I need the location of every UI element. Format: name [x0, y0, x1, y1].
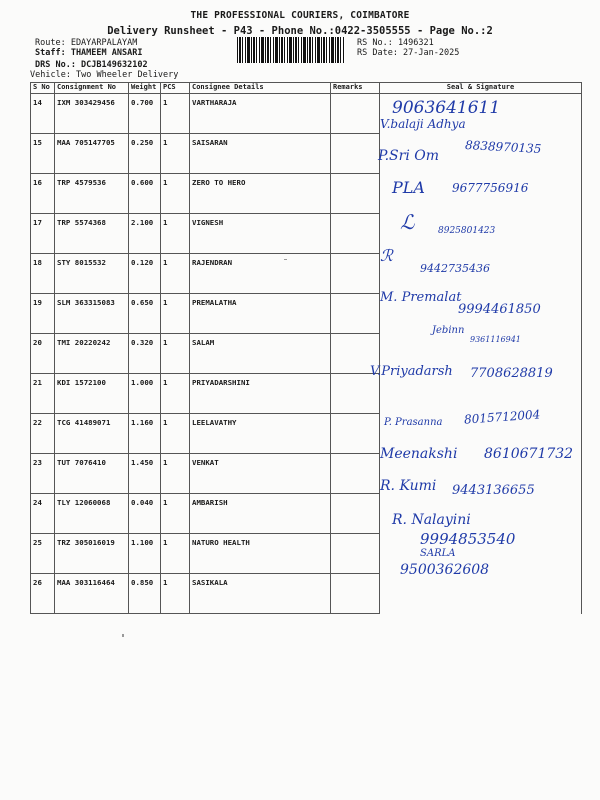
handwritten-phone: 9500362608 — [400, 562, 490, 578]
cell-pcs: 1 — [161, 294, 190, 334]
scan-mark — [122, 634, 124, 637]
cell-remarks — [331, 214, 380, 254]
handwritten-phone: 8015712004 — [463, 407, 541, 427]
cell-pcs: 1 — [161, 454, 190, 494]
runsheet-subtitle: Delivery Runsheet - P43 - Phone No.:0422-3505555 - Page No.:2 — [107, 25, 493, 37]
cell-consignment: TRP 4579536 — [55, 174, 129, 214]
handwritten-phone: 9994461850 — [458, 302, 541, 317]
cell-consignment: TLY 12060068 — [55, 494, 129, 534]
cell-weight: 1.450 — [129, 454, 161, 494]
barcode-image — [237, 37, 345, 63]
cell-remarks — [331, 374, 380, 414]
handwritten-signature: V.balaji Adhya — [380, 117, 466, 131]
table-row — [31, 574, 582, 614]
col-sno: S No — [31, 83, 55, 94]
cell-sno: 23 — [31, 454, 55, 494]
cell-weight: 0.650 — [129, 294, 161, 334]
col-signature: Seal & Signature — [380, 83, 582, 94]
cell-sno: 16 — [31, 174, 55, 214]
cell-weight: 1.000 — [129, 374, 161, 414]
cell-consignee: LEELAVATHY — [190, 414, 331, 454]
cell-weight: 1.160 — [129, 414, 161, 454]
handwritten-signature: R. Kumi — [380, 478, 437, 494]
cell-sno: 17 — [31, 214, 55, 254]
handwritten-signature: SARLA — [420, 548, 456, 559]
scan-mark — [284, 259, 287, 260]
cell-pcs: 1 — [161, 414, 190, 454]
cell-sno: 22 — [31, 414, 55, 454]
cell-consignee: SALAM — [190, 334, 331, 374]
cell-weight: 0.040 — [129, 494, 161, 534]
handwritten-phone: 9442735436 — [420, 262, 490, 275]
cell-remarks — [331, 134, 380, 174]
table-header-row — [31, 83, 582, 94]
cell-consignee: ZERO TO HERO — [190, 174, 331, 214]
cell-consignee: SASIKALA — [190, 574, 331, 614]
handwritten-signature: Meenakshi — [380, 446, 458, 462]
cell-signature — [380, 574, 582, 614]
col-consignee: Consignee Details — [190, 83, 331, 94]
handwritten-phone: 8838970135 — [464, 138, 542, 156]
cell-weight: 1.100 — [129, 534, 161, 574]
handwritten-phone: 9443136655 — [452, 483, 535, 498]
cell-sno: 20 — [31, 334, 55, 374]
cell-pcs: 1 — [161, 94, 190, 134]
staff-label: Staff: THAMEEM ANSARI — [35, 48, 143, 58]
handwritten-signature: M. Premalat — [380, 290, 462, 305]
route-label: Route: EDAYARPALAYAM — [35, 38, 138, 48]
cell-pcs: 1 — [161, 534, 190, 574]
cell-consignee: NATURO HEALTH — [190, 534, 331, 574]
handwritten-signature: Jebinn — [432, 325, 465, 336]
cell-weight: 0.320 — [129, 334, 161, 374]
cell-remarks — [331, 94, 380, 134]
cell-consignment: STY 8015532 — [55, 254, 129, 294]
cell-remarks — [331, 494, 380, 534]
cell-pcs: 1 — [161, 494, 190, 534]
rs-date-label: RS Date: 27-Jan-2025 — [357, 48, 460, 58]
cell-weight: 0.120 — [129, 254, 161, 294]
cell-consignment: TCG 41489071 — [55, 414, 129, 454]
handwritten-phone: 9994853540 — [420, 530, 516, 548]
cell-consignee: PREMALATHA — [190, 294, 331, 334]
rs-no-label: RS No.: 1496321 — [357, 38, 434, 48]
cell-consignee: SAISARAN — [190, 134, 331, 174]
cell-sno: 15 — [31, 134, 55, 174]
cell-sno: 24 — [31, 494, 55, 534]
handwritten-phone: 9361116941 — [470, 335, 521, 344]
col-consignment: Consignment No — [55, 83, 129, 94]
table-row — [31, 494, 582, 534]
handwritten-signature: R. Nalayini — [392, 512, 471, 528]
cell-remarks — [331, 454, 380, 494]
cell-sno: 14 — [31, 94, 55, 134]
cell-consignment: TRP 5574368 — [55, 214, 129, 254]
cell-consignment: KDI 1572100 — [55, 374, 129, 414]
cell-consignment: MAA 705147705 — [55, 134, 129, 174]
col-remarks: Remarks — [331, 83, 380, 94]
cell-weight: 0.700 — [129, 94, 161, 134]
cell-sno: 26 — [31, 574, 55, 614]
cell-consignee: PRIYADARSHINI — [190, 374, 331, 414]
cell-weight: 0.600 — [129, 174, 161, 214]
cell-pcs: 1 — [161, 254, 190, 294]
cell-pcs: 1 — [161, 574, 190, 614]
cell-remarks — [331, 574, 380, 614]
vehicle-label: Vehicle: Two Wheeler Delivery — [30, 70, 179, 80]
cell-sno: 19 — [31, 294, 55, 334]
cell-consignee: AMBARISH — [190, 494, 331, 534]
cell-sno: 21 — [31, 374, 55, 414]
handwritten-phone: 9677756916 — [452, 181, 529, 195]
cell-weight: 0.250 — [129, 134, 161, 174]
cell-weight: 0.850 — [129, 574, 161, 614]
cell-remarks — [331, 414, 380, 454]
drs-label: DRS No.: DCJB149632102 — [35, 60, 148, 70]
handwritten-signature: V.Priyadarsh — [370, 364, 453, 379]
cell-sno: 18 — [31, 254, 55, 294]
cell-weight: 2.100 — [129, 214, 161, 254]
cell-consignment: TUT 7076410 — [55, 454, 129, 494]
table-row — [31, 254, 582, 294]
cell-consignment: TMI 20220242 — [55, 334, 129, 374]
cell-consignee: VENKAT — [190, 454, 331, 494]
handwritten-phone: 9063641611 — [392, 98, 501, 118]
cell-consignee: RAJENDRAN — [190, 254, 331, 294]
cell-pcs: 1 — [161, 174, 190, 214]
cell-consignee: VARTHARAJA — [190, 94, 331, 134]
cell-consignment: TRZ 305016019 — [55, 534, 129, 574]
cell-consignment: IXM 303429456 — [55, 94, 129, 134]
cell-pcs: 1 — [161, 134, 190, 174]
handwritten-signature: P.Sri Om — [378, 148, 439, 164]
handwritten-signature: PLA — [392, 178, 425, 197]
cell-remarks — [331, 174, 380, 214]
cell-pcs: 1 — [161, 334, 190, 374]
cell-consignment: SLM 363315083 — [55, 294, 129, 334]
handwritten-signature-mark: ℒ — [400, 210, 415, 234]
cell-pcs: 1 — [161, 374, 190, 414]
handwritten-signature-mark: ℛ — [380, 246, 393, 265]
company-title: THE PROFESSIONAL COURIERS, COIMBATORE — [190, 10, 410, 21]
handwritten-signature: P. Prasanna — [384, 417, 443, 428]
cell-consignment: MAA 303116464 — [55, 574, 129, 614]
cell-consignee: VIGNESH — [190, 214, 331, 254]
cell-remarks — [331, 294, 380, 334]
col-pcs: PCS — [161, 83, 190, 94]
cell-sno: 25 — [31, 534, 55, 574]
cell-remarks — [331, 534, 380, 574]
handwritten-phone: 8610671732 — [484, 446, 574, 462]
handwritten-phone: 8925801423 — [438, 226, 496, 236]
cell-remarks — [331, 254, 380, 294]
cell-pcs: 1 — [161, 214, 190, 254]
col-weight: Weight — [129, 83, 161, 94]
handwritten-phone: 7708628819 — [470, 366, 553, 381]
table-row — [31, 214, 582, 254]
